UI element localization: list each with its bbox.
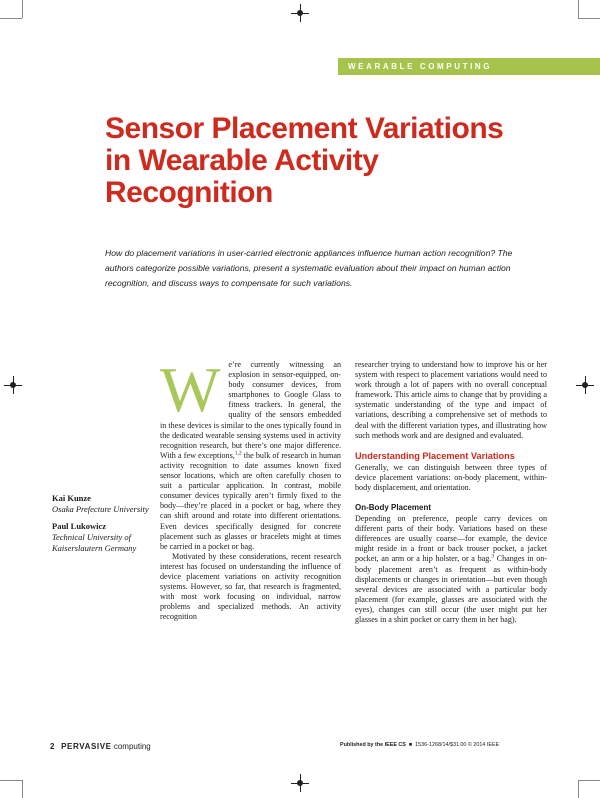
author-name: Paul Lukowicz [52, 521, 107, 531]
publisher: Published by the IEEE CS [340, 742, 406, 748]
section-heading: Understanding Placement Variations [355, 450, 515, 461]
author-block [52, 493, 182, 560]
registration-mark-right [580, 380, 590, 390]
crop-line [578, 18, 600, 19]
body-paragraph: Motivated by these considerations, recent research interest has focused on understanding the influence of device placement variations on activity recognition systems. However, so far, that research is fragmented, with most work focusing on individual, narrow problems and specialized methods. An activity recognition [160, 551, 341, 622]
body-paragraph: researcher trying to understand how to improve his or her system with respect to placement variations would need to work through a lot of papers with no overall conceptual framework. This article aims to change that by providing a systematic understanding of the type and impact of variations, describing a comprehensive set of methods to deal with the different variation types, and illustrating how such methods work and are designed and evaluated. [355, 360, 547, 440]
body-paragraph: e’re currently witnessing an explosion in sensor-equipped, on-body consumer devices, from smartphones to Google Glass to fitness trackers. In general, the quality of the sensors embedded in these devices is similar to the ones typically found in the dedicated wearable sensing systems used in activity recognition research, but there’s one major difference. With a few exceptions,$^{1,2}$ the bulk of research in human activity recognition to date assumes known fixed sensor locations, which are often carefully chosen to suit a particular application. In contrast, mobile consumer devices typically aren’t firmly fixed to the body—they’re placed in a pocket or bag, where they can shift around and rotate into different orientations. Even devices specifically designed for concrete placement such as glasses or bracelets might at times be carried in a pocket or bag. [160, 360, 341, 551]
article-title: Sensor Placement Variations in Wearable Activity Recognition [105, 112, 504, 209]
body-column-middle [160, 354, 341, 622]
crop-line [0, 780, 22, 781]
body-column-right [355, 360, 547, 625]
body-paragraph: Generally, we can distinguish between three types of device placement variations: on-body placement, within-body displacement, and orientation. [355, 462, 547, 492]
issn-copyright: 1536-1268/14/$31.00 © 2014 IEEE [415, 742, 500, 748]
author-name: Kai Kunze [52, 493, 91, 503]
crop-line [0, 18, 22, 19]
registration-mark-top [295, 8, 305, 18]
citation: 1,2 [234, 450, 242, 457]
magazine-name: PERVASIVE [61, 742, 112, 751]
crop-line [578, 780, 600, 781]
registration-mark-bottom [295, 778, 305, 788]
author-affiliation: Osaka Prefecture University [52, 504, 149, 514]
crop-line [578, 780, 579, 798]
registration-mark-left [8, 380, 18, 390]
crop-line [578, 0, 579, 18]
footer-separator: ■ [408, 742, 413, 748]
page-number: 2 [50, 742, 55, 751]
crop-line [22, 0, 23, 18]
page-footer-right [340, 742, 550, 748]
author-affiliation: Technical University of Kaiserslautern Germany [52, 532, 137, 553]
page-footer-left [50, 742, 151, 751]
abstract: How do placement variations in user-carried electronic appliances influence human action recognition? The authors categorize possible variations, present a systematic evaluation about their impact on human action recognition, and discuss ways to compensate for such variations. [105, 248, 513, 288]
crop-line [22, 780, 23, 798]
citation: 3 [491, 553, 495, 560]
magazine-name-suffix: computing [113, 742, 151, 751]
drop-cap: W [160, 354, 221, 425]
section-banner: WEARABLE COMPUTING [338, 58, 600, 75]
body-paragraph: Depending on preference, people carry devices on different parts of their body. Variations based on these differences are usually coarse—for example, the device might reside in a front or back trouser pocket, a jacket pocket, an arm or a hip holster, or a bag.$^3$ Changes in on-body placement aren’t as frequent as within-body displacements or changes in orientation—but even though several devices are associated with a particular body placement (for example, glasses are associated with the eyes), changes can still occur (the user might put her glasses in a shirt pocket or carry them in her bag). [355, 514, 547, 624]
subsection-heading: On-Body Placement [355, 503, 432, 513]
